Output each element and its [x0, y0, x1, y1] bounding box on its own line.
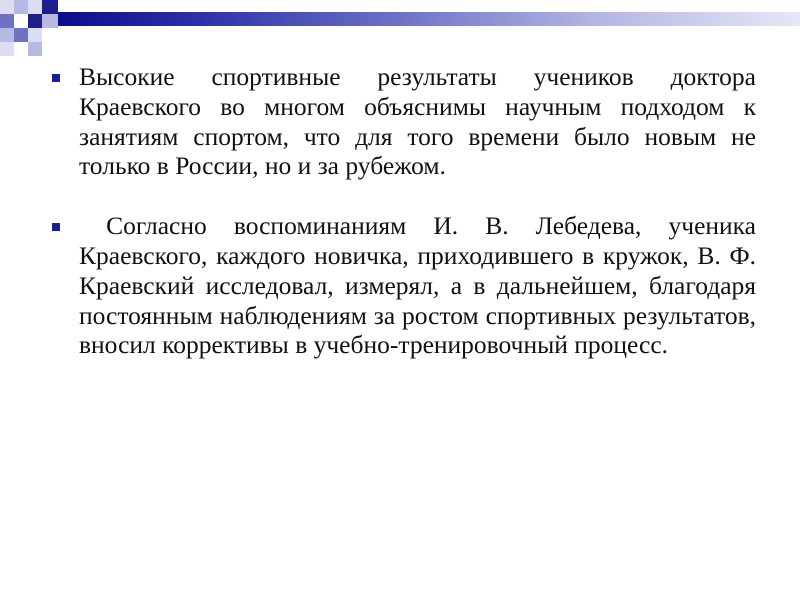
bullet-text: Высокие спортивные результаты учеников доктора Краевского во многом объяснимы научным подходом к занятиям спортом, что для того времени было новым не только в России, но и за рубежом.	[79, 62, 756, 181]
decor-square	[28, 0, 42, 14]
list-item	[0, 211, 800, 360]
decor-square	[0, 42, 14, 56]
list-item	[0, 62, 800, 181]
decor-square	[14, 28, 28, 42]
decor-square	[14, 14, 28, 28]
decor-square	[28, 42, 42, 56]
decor-square	[0, 14, 14, 28]
header-gradient-band	[58, 12, 800, 26]
decor-square	[28, 28, 42, 42]
decor-square	[42, 0, 58, 14]
decor-square	[28, 14, 42, 28]
decor-square	[0, 28, 14, 42]
decor-square	[14, 0, 28, 14]
decor-square	[0, 0, 14, 14]
square-bullet-icon	[52, 223, 60, 231]
decor-square	[42, 14, 58, 28]
bullet-text: Согласно воспоминаниям И. В. Лебедева, ученика Краевского, каждого новичка, приходившего в кружок, В. Ф. Краевский исследовал, измерял, а в дальнейшем, благодаря постоянным наблюдениям за ростом спортивных результатов, вносил коррективы в учебно-тренировочный процесс.	[79, 211, 763, 360]
square-bullet-icon	[52, 74, 60, 82]
bullet-list	[0, 62, 800, 360]
